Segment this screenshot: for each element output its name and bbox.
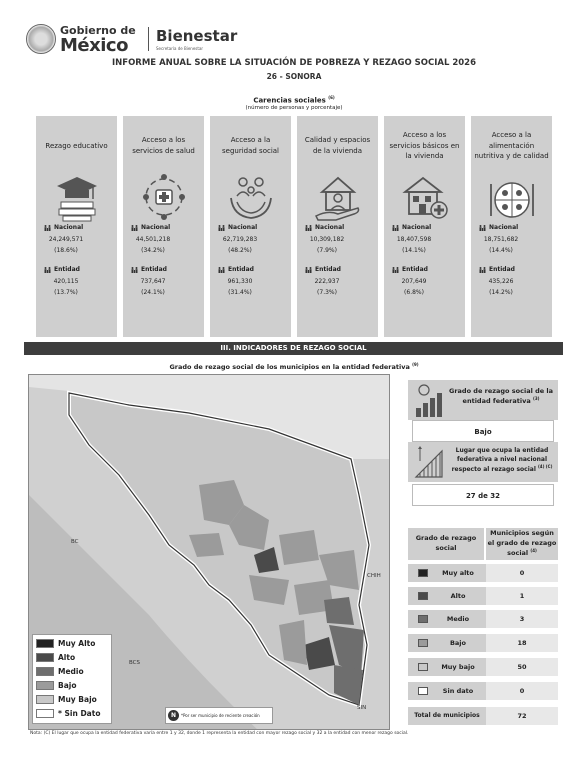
card-title: Acceso a la alimentación nutritiva y de calidad	[474, 130, 549, 161]
legend-item: Bajo	[36, 679, 77, 691]
table-row-label: Muy bajo	[441, 663, 475, 671]
bar-chart-person-icon	[414, 384, 444, 418]
national-pct: (34.2%)	[141, 247, 165, 254]
national-label: Nacional	[392, 224, 431, 231]
table-total-row	[408, 707, 558, 725]
entity-pct: (6.8%)	[404, 289, 424, 296]
lugar-title: Lugar que ocupa la entidad federativa a nivel nacional respecto al rezago social $^{(4) (C)}$	[451, 447, 553, 473]
national-pct: (14.4%)	[489, 247, 513, 254]
grado-box	[408, 380, 558, 420]
total-value: 72	[486, 707, 558, 725]
national-pct: (7.9%)	[317, 247, 337, 254]
national-label: Nacional	[218, 224, 257, 231]
family-icon	[305, 225, 312, 231]
national-label: Nacional	[131, 224, 170, 231]
social-security-icon	[227, 172, 275, 222]
entity-label: Entidad	[392, 266, 428, 273]
grado-title: Grado de rezago social de la entidad federativa $^{(3)}$	[448, 387, 554, 406]
report-title: INFORME ANUAL SOBRE LA SITUACIÓN DE POBREZA Y REZAGO SOCIAL 2026	[112, 58, 476, 68]
entity-value: 435,226	[488, 278, 514, 285]
table-row	[408, 564, 558, 582]
carencias-cards	[36, 116, 554, 337]
table-header-grado: Grado de rezago social	[408, 528, 484, 560]
entity-value: 207,649	[401, 278, 427, 285]
national-value: 24,249,571	[48, 236, 84, 243]
entity-pct: (7.3%)	[317, 289, 337, 296]
table-row	[408, 610, 558, 628]
report-subtitle: 26 - SONORA	[266, 72, 322, 81]
family-icon	[479, 225, 486, 231]
footnote: Nota: (C) El lugar que ocupa la entidad federativa varía entre 1 y 32, donde 1 representa la entidad con mayor rezago social y 32 a la entidad con menor rezago social.	[30, 731, 409, 736]
map-legend	[32, 634, 112, 724]
national-pct: (18.6%)	[54, 247, 78, 254]
table-row	[408, 658, 558, 676]
family-icon	[305, 267, 312, 273]
national-label: Nacional	[44, 224, 83, 231]
card-title: Acceso a los servicios básicos en la vivienda	[389, 130, 460, 161]
bienestar-sub: Secretaría de Bienestar	[156, 46, 204, 51]
map-note: N *Por ser municipio de reciente creación	[165, 707, 273, 724]
table-row-value: 0	[486, 682, 558, 700]
gobierno-label: Gobierno de	[60, 24, 136, 37]
entity-label: Entidad	[44, 266, 80, 273]
entity-value: 961,330	[227, 278, 253, 285]
label-sin: SIN	[357, 705, 367, 711]
table-row-value: 18	[486, 634, 558, 652]
family-icon	[44, 267, 51, 273]
label-bcs: BCS	[129, 660, 141, 666]
lugar-value: 27 de 32	[412, 484, 554, 506]
national-value: 18,751,682	[483, 236, 519, 243]
health-services-icon	[140, 172, 188, 222]
table-header-municipios: Municipios según el grado de rezago social $^{(4)}$	[486, 528, 558, 560]
housing-quality-icon	[314, 172, 362, 222]
map-title: Grado de rezago social de los municipios en la entidad federativa $^{(9)}$	[169, 362, 419, 372]
card-servicios-basicos	[384, 116, 465, 337]
north-arrow-icon: N	[168, 710, 179, 721]
national-value: 44,501,218	[135, 236, 171, 243]
family-icon	[218, 225, 225, 231]
entity-pct: (14.2%)	[489, 289, 513, 296]
card-alimentacion	[471, 116, 552, 337]
family-icon	[131, 225, 138, 231]
legend-swatch	[36, 709, 54, 718]
family-icon	[392, 267, 399, 273]
entity-label: Entidad	[305, 266, 341, 273]
national-value: 10,309,182	[309, 236, 345, 243]
entity-label: Entidad	[218, 266, 254, 273]
bienestar-logo: Bienestar	[156, 27, 238, 45]
national-pct: (48.2%)	[228, 247, 252, 254]
table-swatch	[418, 687, 428, 695]
label-bc: BC	[71, 539, 79, 545]
legend-item: * Sin Dato	[36, 707, 100, 719]
table-swatch	[418, 639, 428, 647]
legend-swatch	[36, 681, 54, 690]
national-pct: (14.1%)	[402, 247, 426, 254]
entity-label: Entidad	[131, 266, 167, 273]
legend-swatch	[36, 653, 54, 662]
section-header: III. INDICADORES DE REZAGO SOCIAL	[24, 342, 563, 355]
card-servicios-salud	[123, 116, 204, 337]
national-value: 62,719,283	[222, 236, 258, 243]
card-title: Rezago educativo	[45, 141, 108, 150]
legend-swatch	[36, 667, 54, 676]
table-row	[408, 634, 558, 652]
table-row-label: Muy alto	[442, 569, 474, 577]
family-icon	[131, 267, 138, 273]
table-row-value: 3	[486, 610, 558, 628]
entity-label: Entidad	[479, 266, 515, 273]
label-chih: CHIH	[367, 573, 381, 579]
national-value: 18,407,598	[396, 236, 432, 243]
card-seguridad-social	[210, 116, 291, 337]
table-swatch	[418, 663, 428, 671]
basic-services-icon	[401, 172, 449, 222]
lugar-box	[408, 442, 558, 482]
food-icon	[488, 172, 536, 222]
entity-value: 420,115	[53, 278, 79, 285]
family-icon	[218, 267, 225, 273]
table-row-label: Sin dato	[442, 687, 474, 695]
legend-item: Muy Alto	[36, 637, 95, 649]
ranking-stairs-icon	[412, 445, 446, 479]
table-row-label: Medio	[446, 615, 470, 623]
carencias-subtitle: (número de personas y porcentaje)	[245, 105, 343, 111]
entity-pct: (24.1%)	[141, 289, 165, 296]
table-row-value: 50	[486, 658, 558, 676]
legend-item: Muy Bajo	[36, 693, 97, 705]
legend-swatch	[36, 639, 54, 648]
table-row	[408, 587, 558, 605]
total-label: Total de municipios	[408, 707, 486, 725]
government-header	[22, 22, 272, 58]
graduation-cap-icon	[53, 172, 101, 222]
card-rezago-educativo	[36, 116, 117, 337]
legend-item: Alto	[36, 651, 75, 663]
table-row-value: 1	[486, 587, 558, 605]
legend-swatch	[36, 695, 54, 704]
entity-value: 222,937	[314, 278, 340, 285]
family-icon	[479, 267, 486, 273]
national-label: Nacional	[305, 224, 344, 231]
table-row-label: Alto	[450, 592, 466, 600]
table-row-label: Bajo	[449, 639, 467, 647]
table-swatch	[418, 592, 428, 600]
entity-pct: (13.7%)	[54, 289, 78, 296]
national-label: Nacional	[479, 224, 518, 231]
family-icon	[392, 225, 399, 231]
family-icon	[44, 225, 51, 231]
entity-pct: (31.4%)	[228, 289, 252, 296]
mexico-seal-icon	[26, 24, 56, 54]
carencias-title: Carencias sociales $^{(6)}$	[253, 95, 335, 105]
card-title: Calidad y espacios de la vivienda	[304, 136, 371, 155]
table-row-value: 0	[486, 564, 558, 582]
card-title: Acceso a los servicios de salud	[132, 136, 195, 155]
header-divider	[148, 27, 149, 51]
entity-value: 737,647	[140, 278, 166, 285]
legend-item: Medio	[36, 665, 84, 677]
mexico-label: México	[60, 35, 128, 56]
card-title: Acceso a la seguridad social	[221, 136, 279, 155]
grado-value: Bajo	[412, 420, 554, 442]
table-swatch	[418, 569, 428, 577]
card-calidad-vivienda	[297, 116, 378, 337]
table-swatch	[418, 615, 428, 623]
table-row	[408, 682, 558, 700]
